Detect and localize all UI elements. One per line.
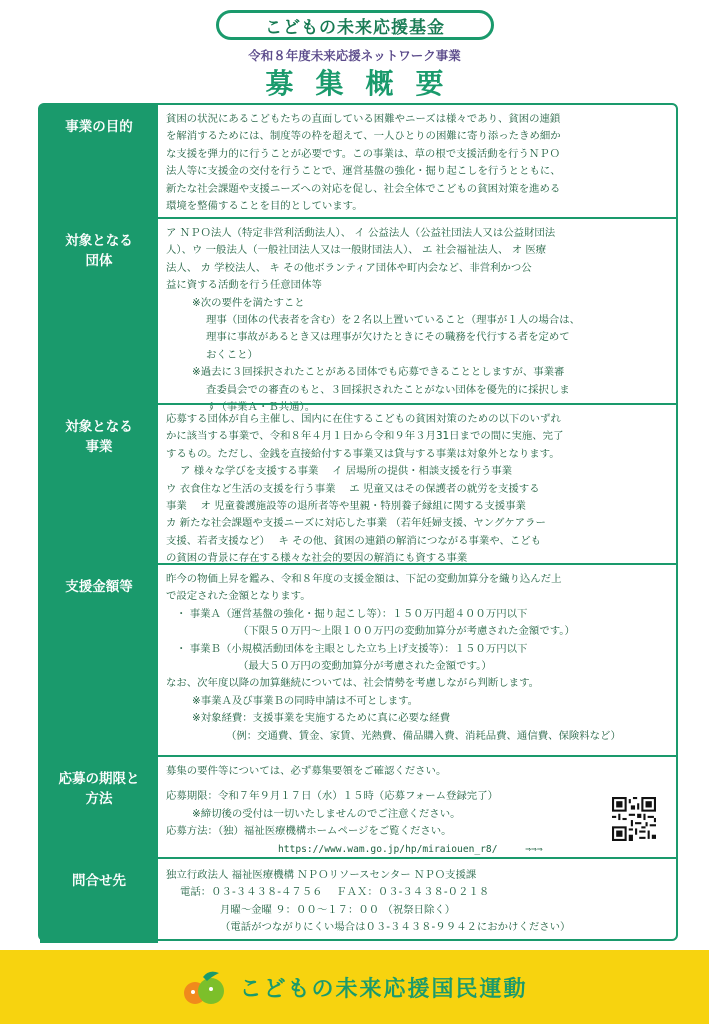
program-name: 令和８年度未来応援ネットワーク事業 — [248, 48, 461, 63]
row-label: 対象となる 事業 — [40, 405, 158, 563]
target-org-content: ア ＮＰＯ法人（特定非営利活動法人）、 イ 公益法人（公益社団法人又は公益財団法 人）、ウ 一般法人（一般社団法人又は一般財団法人）、 エ 社会福祉法人、 オ 医療 法人、 カ 学校法人、 キ その他ボランティア団体や町内会など、非営利かつ公 益に資する活動を行う任意団体等 ※次の要件を満たすこと 理事（団体の代表者を含む）を２名以上置いていること（理事が１人の場合は、 理事に事故があるとき又は理事が欠けたときにその職務を代行する者を定めて おくこと） ※過去に３回採択されたことがある団体でも応募できることとしますが、事業審 査委員会での審査のもと、３回採択されたことがない団体を優先的に採択しま す（事業Ａ・Ｂ共通）。 — [166, 227, 581, 414]
row-contact — [40, 857, 676, 943]
application-url-link[interactable]: https://www.wam.go.jp/hp/miraiouen_r8/ — [278, 843, 498, 855]
summary-table — [38, 103, 678, 941]
campaign-logo-icon — [181, 967, 227, 1007]
row-amount — [40, 563, 676, 755]
target-business-content: 応募する団体が自ら主催し、国内に在住するこどもの貧困対策のための以下のいずれ かに該当する事業で、令和８年４月１日から令和９年３月31日までの間に実施、完了 するもの。ただし、金銭を直接給付する事業又は貸与する事業は対象外となります。 ア 様々な学びを支援する事業 イ 居場所の提供・相談支援を行う事業 ウ 衣食住など生活の支援を行う事業 エ 児童又はその保護者の就労を支援する 事業 オ 児童養護施設等の退所者等や里親・特別養子縁組に関する支援事業 カ 新たな社会課題や支援ニーズに対応した事業 （若年妊婦支援、ヤングケアラー 支援、若者支援など） キ その他、貧困の連鎖の解消につながる事業や、こども の貧困の背景に存在する様々な社会的要因の解消にも資する事業 — [166, 413, 564, 565]
purpose-content: 貧困の状況にあるこどもたちの直面している困難やニーズは様々であり、貧困の連鎖 を解消するためには、制度等の枠を超えて、一人ひとりの困難に寄り添ったきめ細か な支援を弾力的に行うことが必要です。この事業は、草の根で支援活動を行うＮＰＯ 法人等に支援金の交付を行うことで、運営基盤の強化・掘り起こしを行うとともに、 新たな社会課題や支援ニーズへの対応を促し、社会全体でこどもの貧困対策を進める 環境を整備することを目的としています。 — [166, 113, 561, 213]
row-label: 支援金額等 — [40, 565, 158, 755]
contact-content: 独立行政法人 福祉医療機構 ＮＰＯリソースセンター ＮＰＯ支援課 電話：０３-３４３８-４７５６ ＦＡＸ：０３-３４３８-０２１８ 月曜～金曜 ９：００～１７：００ （祝祭日除く） （電話がつながりにくい場合は０３-３４３８-９９４２におかけください） — [166, 869, 571, 934]
campaign-name: こどもの未来応援国民運動 — [239, 976, 528, 1002]
arrows: ⇒⇒⇒ — [525, 843, 543, 855]
row-label: 応募の期限と 方法 — [40, 757, 158, 857]
row-purpose — [40, 105, 676, 217]
amount-content: 昨今の物価上昇を鑑み、令和８年度の支援金額は、下記の変動加算分を織り込んだ上 で設定された金額となります。 ・ 事業Ａ（運営基盤の強化・掘り起こし等）：１５０万円超４００万円以下 （下限５０万円～上限１００万円の変動加算分が考慮された金額です。） ・ 事業Ｂ（小規模活動団体を主眼とした立ち上げ支援等）：１５０万円以下 （最大５０万円の変動加算分が考慮された金額です。） なお、次年度以降の加算継続については、社会情勢を考慮しながら判断します。 ※事業Ａ及び事業Ｂの同時申請は不可とします。 ※対象経費：支援事業を実施するために真に必要な経費 （例：交通費、賃金、家賃、光熱費、備品購入費、消耗品費、通信費、保険料など） — [166, 573, 621, 742]
row-label: 問合せ先 — [40, 859, 158, 943]
deadline-content: 募集の要件等については、必ず募集要領をご確認ください。 応募期限：令和７年９月１７日（水）１５時（応募フォーム登録完了） ※締切後の受付は一切いたしませんのでご注意ください。 応募方法：（独）福祉医療機構ホームページをご覧ください。 https://www.wam.go.jp/hp/miraiouen_r8/ ⇒⇒⇒ — [158, 757, 676, 857]
campaign-footer — [0, 950, 709, 1024]
fund-name: こどもの未来応援基金 — [265, 17, 445, 38]
qr-code-icon[interactable] — [612, 797, 656, 841]
page-title: 募集概要 — [265, 67, 466, 100]
row-target-org — [40, 217, 676, 414]
row-label: 事業の目的 — [40, 105, 158, 217]
row-target-business — [40, 403, 676, 563]
row-label: 対象となる 団体 — [40, 219, 158, 403]
row-deadline — [40, 755, 676, 857]
fund-name-badge — [216, 10, 494, 40]
